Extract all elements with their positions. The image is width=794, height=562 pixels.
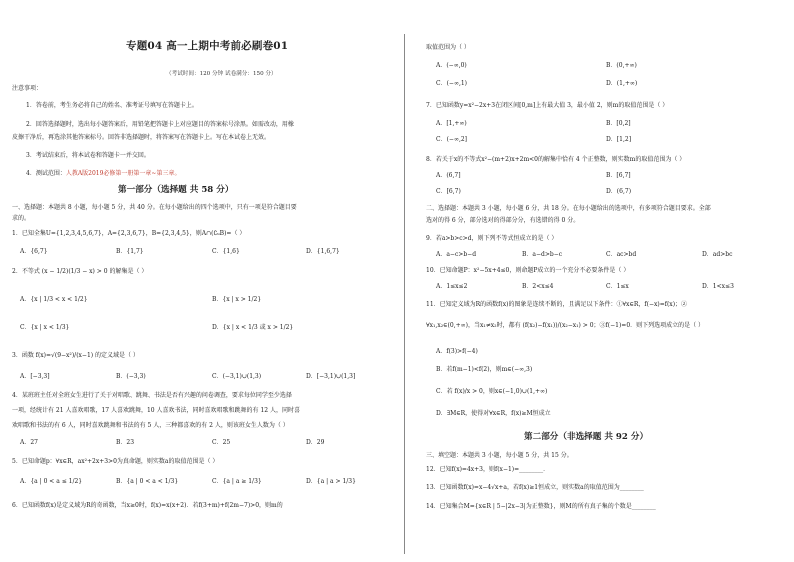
q5-option-a[interactable]: A．{a | 0 < a ≤ 1/2}: [20, 478, 83, 485]
q9-option-c[interactable]: C．ac>bd: [606, 251, 637, 258]
q12: 12．已知f(x)=4x+3，则f(x−1)=________．: [426, 466, 550, 473]
q2-option-a[interactable]: A．{x | 1/3 < x < 1/2}: [20, 296, 88, 303]
note-4-range: 人教A版2019必修第一册第一章~第三章。: [65, 170, 181, 177]
note-4: 4．测试范围：人教A版2019必修第一册第一章~第三章。: [26, 170, 181, 177]
q4-option-c[interactable]: C．25: [212, 439, 231, 446]
q6-option-d[interactable]: D．(1,+∞): [606, 80, 638, 87]
notes-heading: 注意事项：: [12, 85, 43, 92]
q4-line-2: 一项，经统计有 21 人喜欢唱歌，17 人喜欢跳舞，10 人喜欢书法，同时喜欢唱歌和跳舞的有 12 人，同时喜: [12, 407, 300, 414]
q8-option-a[interactable]: A．(6,7]: [436, 172, 461, 179]
q9-stem: 9．若a>b>c>d，则下列不等式恒成立的是（ ）: [426, 235, 558, 242]
part1-intro-2: 求的。: [12, 215, 31, 222]
q7-option-b[interactable]: B．[0,2]: [606, 120, 631, 127]
q10-stem: 10．已知命题P：x²−5x+4≤0，则命题P成立的一个充分不必要条件是（ ）: [426, 267, 630, 274]
note-2: 2．回答选择题时，选出每小题答案后，用铅笔把答题卡上对应题目的答案标号涂黑。如需改动，用橡: [26, 121, 294, 128]
column-divider: [404, 34, 405, 554]
q10-option-a[interactable]: A．1≤x≤2: [436, 283, 468, 290]
q11-option-c[interactable]: C．若 f(x)/x > 0，则x∈(−1,0)∪(1,+∞): [436, 388, 548, 395]
q2-option-b[interactable]: B．{x | x > 1/2}: [212, 296, 262, 303]
q5-option-c[interactable]: C．{a | a ≥ 1/3}: [212, 478, 262, 485]
q9-option-a[interactable]: A．a−c>b−d: [436, 251, 477, 258]
q5-option-b[interactable]: B．{a | 0 < a < 1/3}: [116, 478, 179, 485]
q7-stem: 7．已知函数y=x²−2x+3在闭区间[0,m]上有最大值 3，最小值 2，则m的取值范围是（ ）: [426, 102, 669, 109]
q2-option-c[interactable]: C．{x | x < 1/3}: [20, 324, 70, 331]
q4-option-d[interactable]: D．29: [306, 439, 325, 446]
part1-intro-1: 一、选择题：本题共 8 小题，每小题 5 分，共 40 分。在每小题给出的四个选项中，只有一项是符合题目要: [12, 204, 297, 211]
fill-intro: 三、填空题：本题共 3 小题，每小题 5 分，共 15 分。: [426, 452, 573, 459]
q1-option-b[interactable]: B．{1,7}: [116, 248, 144, 255]
q10-option-d[interactable]: D．1<x≤3: [702, 283, 734, 290]
q4-option-a[interactable]: A．27: [20, 439, 38, 446]
q3-option-c[interactable]: C．(−3,1)∪(1,3): [212, 373, 262, 380]
q7-option-c[interactable]: C．(−∞,2]: [436, 136, 468, 143]
q14: 14．已知集合M={x∈R | 5−|2x−3|为正整数}，则M的所有真子集的个数是________: [426, 503, 656, 510]
note-3: 3．考试结束后，将本试卷和答题卡一并交回。: [26, 152, 150, 159]
q2-expression: (x − 1/2)(1/3 − x) > 0: [41, 268, 108, 275]
q6-option-b[interactable]: B．(0,+∞): [606, 62, 637, 69]
q3-option-a[interactable]: A．[−3,3]: [20, 373, 50, 380]
q1-option-a[interactable]: A．{6,7}: [20, 248, 48, 255]
q4-line-1: 4．某班班主任对全班女生进行了关于对唱歌、跳舞、书法是否有兴趣的问卷调查，要求每位同学至少选择: [12, 392, 292, 399]
q1-stem: 1．已知全集U={1,2,3,4,5,6,7}，A={2,3,6,7}，B={2,3,4,5}，则A∩(∁ᵤB)=（ ）: [12, 230, 246, 237]
q5-option-d[interactable]: D．{a | a > 1/3}: [306, 478, 356, 485]
q13: 13．已知函数f(x)=x−4√x+a，若f(x)≥1恒成立，则实数a的取值范围为________: [426, 484, 644, 491]
q9-option-d[interactable]: D．ad>bc: [702, 251, 733, 258]
q2-stem: 2．不等式 (x − 1/2)(1/3 − x) > 0 的解集是（ ）: [12, 268, 148, 275]
q10-option-c[interactable]: C．1≤x: [606, 283, 629, 290]
q8-option-c[interactable]: C．[6,7): [436, 188, 461, 195]
q4-line-3: 欢唱歌和书法的有 6 人，同时喜欢跳舞和书法的有 5 人，三种都喜欢的有 2 人，则该班女生人数为（ ）: [12, 422, 289, 429]
q11-option-a[interactable]: A．f(3)>f(−4): [436, 348, 478, 355]
multi-intro-2: 选对的得 6 分，部分选对的得部分分，有选错的得 0 分。: [426, 217, 580, 224]
multi-intro-1: 二、选择题：本题共 3 小题，每小题 6 分，共 18 分。在每小题给出的选项中，有多项符合题目要求。全部: [426, 205, 711, 212]
right-column: [412, 0, 792, 562]
q5-stem: 5．已知命题p：∀x∈R，ax²+2x+3>0为真命题，则实数a的取值范围是（ ）: [12, 458, 219, 465]
q4-option-b[interactable]: B．23: [116, 439, 135, 446]
part1-title: 第一部分（选择题 共 58 分）: [118, 185, 234, 195]
q8-option-b[interactable]: B．[6,7]: [606, 172, 631, 179]
note-2-cont: 皮擦干净后，再选涂其他答案标号。回答非选择题时，将答案写在答题卡上。写在本试卷上无效。: [12, 134, 271, 141]
q3-option-d[interactable]: D．[−3,1)∪(1,3]: [306, 373, 356, 380]
q7-option-d[interactable]: D．[1,2]: [606, 136, 632, 143]
q11-line-2: ∀x₁,x₂∈(0,+∞)，当x₁≠x₂时，都有 (f(x₂)−f(x₁))/(x₂−x₁) > 0；③f(−1)=0．则下列选项成立的是（ ）: [426, 322, 705, 329]
note-1: 1．答卷前，考生务必将自己的姓名、准考证号填写在答题卡上。: [26, 102, 198, 109]
q11-line-1: 11．已知定义域为R的函数f(x)的图象是连续不断的，且满足以下条件：①∀x∈R，f(−x)=f(x)；②: [426, 301, 688, 308]
q8-stem: 8．若关于x的不等式x²−(m+2)x+2m<0的解集中恰有 4 个正整数，则实数m的取值范围为（ ）: [426, 156, 686, 163]
q6-option-c[interactable]: C．(−∞,1): [436, 80, 468, 87]
exam-title: 专题04 高一上期中考前必刷卷01: [126, 40, 289, 52]
q3-option-b[interactable]: B．(−3,3): [116, 373, 146, 380]
q3-stem: 3．函数 f(x)=√(9−x²)/(x−1) 的定义域是（ ）: [12, 352, 139, 359]
q1-option-d[interactable]: D．{1,6,7}: [306, 248, 340, 255]
part2-title: 第二部分（非选择题 共 92 分）: [524, 432, 649, 442]
q6-line-2: 取值范围为（ ）: [426, 44, 470, 51]
q6-option-a[interactable]: A．(−∞,0): [436, 62, 467, 69]
left-column: [6, 0, 386, 562]
exam-subtitle: （考试时间：120 分钟 试卷满分：150 分）: [166, 71, 277, 77]
q1-option-c[interactable]: C．{1,6}: [212, 248, 240, 255]
q7-option-a[interactable]: A．[1,+∞): [436, 120, 467, 127]
q2-option-d[interactable]: D．{x | x < 1/3 或 x > 1/2}: [212, 324, 294, 331]
q8-option-d[interactable]: D．(6,7): [606, 188, 632, 195]
q10-option-b[interactable]: B．2<x≤4: [522, 283, 554, 290]
q11-option-b[interactable]: B．若f(m−1)<f(2)，则m∈(−∞,3): [436, 366, 533, 373]
q11-option-d[interactable]: D．∃M∈R，使得对∀x∈R，f(x)≥M恒成立: [436, 410, 551, 417]
q6-line-1: 6．已知函数f(x)是定义域为R的奇函数，当x≥0时，f(x)=x(x+2)．若f(3+m)+f(2m−7)>0，则m的: [12, 502, 283, 509]
q9-option-b[interactable]: B．a−d>b−c: [522, 251, 563, 258]
